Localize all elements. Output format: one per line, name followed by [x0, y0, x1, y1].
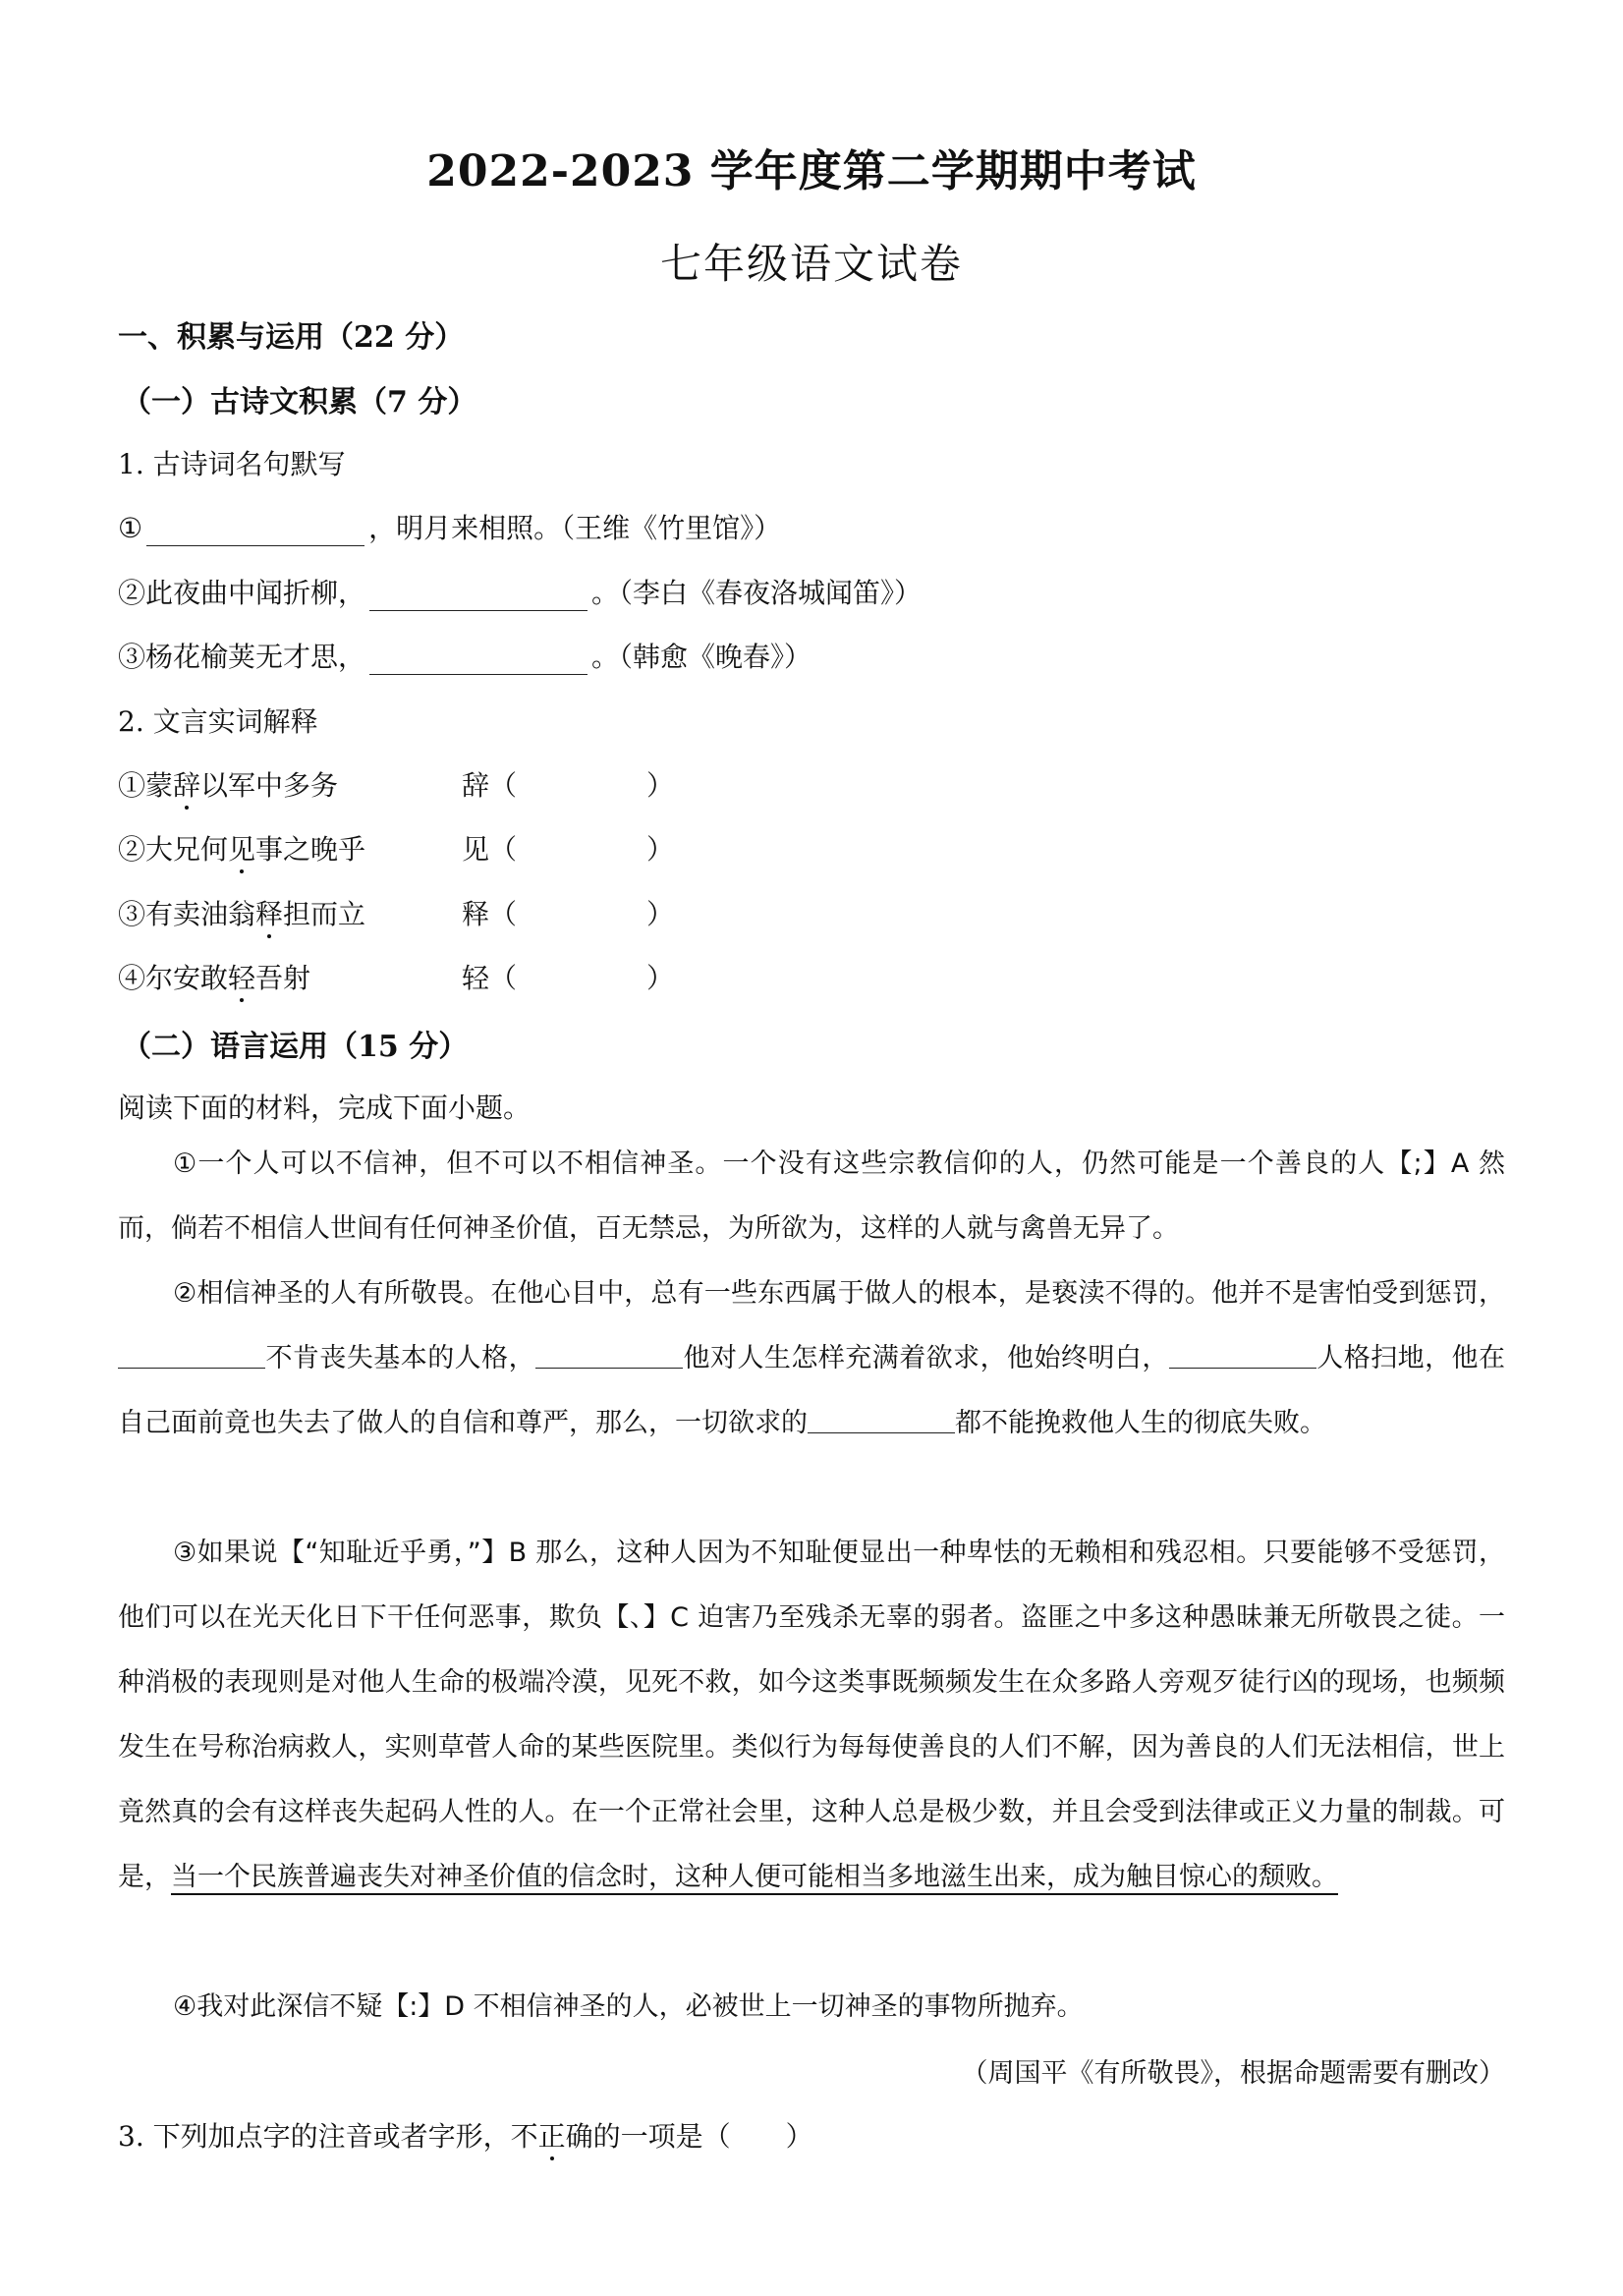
- item-text: 。（李白《春夜洛城闻笛》）: [591, 577, 923, 609]
- q3-question: 3. 下列加点字的注音或者字形，不正确的一项是（ ）: [118, 2120, 813, 2153]
- item-close-paren: ）: [646, 898, 675, 930]
- passage-paragraph-1: ①一个人可以不信神，但不可以不相信神圣。一个没有这些宗教信仰的人，仍然可能是一个善良的人【;】A 然而，倘若不相信人世间有任何神圣价值，百无禁忌，为所欲为，这样的人就与禽兽无异了。: [118, 1148, 1505, 1244]
- exam-subtitle: 七年级语文试卷: [659, 240, 963, 288]
- item-close-paren: ）: [646, 962, 675, 994]
- item-keyword: 轻（: [462, 962, 518, 994]
- q1-label: 1. 古诗词名句默写: [118, 448, 346, 480]
- emphasis-dots: 不正确: [510, 2120, 593, 2153]
- passage-blank[interactable]: [808, 1403, 955, 1433]
- item-sentence: ④尔安敢轻吾射: [118, 962, 311, 994]
- item-text: 。（韩愈《晚春》）: [591, 641, 812, 673]
- item-keyword: 见（: [462, 833, 518, 866]
- item-number: ②: [118, 577, 146, 609]
- q1-item-1: [118, 507, 781, 546]
- item-close-paren: ）: [646, 833, 675, 866]
- item-sentence: ③有卖油翁释担而立: [118, 898, 366, 930]
- reading-intro: 阅读下面的材料，完成下面小题。: [118, 1092, 532, 1124]
- section1-heading: 一、积累与运用（22 分）: [118, 320, 465, 355]
- item-number: ①: [118, 512, 143, 544]
- part2-heading: （二）语言运用（15 分）: [122, 1030, 469, 1064]
- q1-item-3: [118, 636, 812, 675]
- exam-title: 2022-2023 学年度第二学期期中考试: [426, 146, 1197, 196]
- item-close-paren: ）: [646, 769, 675, 802]
- q1-item-2: [118, 572, 922, 611]
- underlined-sentence: 当一个民族普遍丧失对神圣价值的信念时，这种人便可能相当多地滋生出来，成为触目惊心的颓败。: [171, 1862, 1338, 1892]
- passage-paragraph-3: ③如果说【“知耻近乎勇，”】B 那么，这种人因为不知耻便显出一种卑怯的无赖相和残忍相。只要能够不受惩罚，他们可以在光天化日下干任何恶事，欺负【、】C 迫害乃至残杀无辜的弱者。盗匪之中多这种愚昧兼无所敬畏之徒。一种消极的表现则是对他人生命的极端冷漠，见死不救，如今这类事既频频发生在众多路人旁观歹徒行凶的现场，也频频发生在号称治病救人，实则草菅人命的某些医院里。类似行为每每使善良的人们不解，因为善良的人们无法相信，世上竟然真的会有这样丧失起码人性的人。在一个正常社会里，这种人总是极少数，并且会受到法律或正义力量的制裁。可是，当一个民族普遍丧失对神圣价值的信念时，这种人便可能相当多地滋生出来，成为触目惊心的颓败。: [118, 1538, 1505, 1892]
- item-text: ，明月来相照。（王维《竹里馆》）: [368, 512, 782, 544]
- answer-blank[interactable]: [369, 581, 588, 611]
- item-text: 此夜曲中闻折柳，: [145, 577, 366, 609]
- item-number: ③: [118, 641, 146, 673]
- passage-paragraph-2: ②相信神圣的人有所敬畏。在他心目中，总有一些东西属于做人的根本，是亵渎不得的。他并不是害怕受到惩罚，不肯丧失基本的人格， 他对人生怎样充满着欲求，他始终明白， 人格扫地，他在自己面前竟也失去了做人的自信和尊严，那么，一切欲求的 都不能挽救他人生的彻底失败。: [118, 1278, 1506, 1438]
- item-sentence: ②大兄何见事之晚乎: [118, 833, 366, 866]
- item-keyword: 释（: [462, 898, 518, 930]
- passage-blank[interactable]: [1169, 1338, 1316, 1369]
- q2-label: 2. 文言实词解释: [118, 705, 318, 738]
- item-sentence: ①蒙辞以军中多务: [118, 769, 339, 802]
- passage-source: （周国平《有所敬畏》，根据命题需要有删改）: [961, 2058, 1505, 2089]
- passage-paragraph-4: ④我对此深信不疑【:】D 不相信神圣的人，必被世上一切神圣的事物所抛弃。: [173, 1991, 1084, 2022]
- passage-blank[interactable]: [535, 1338, 683, 1369]
- part1-heading: （一）古诗文积累（7 分）: [122, 385, 477, 420]
- answer-blank[interactable]: [369, 644, 588, 675]
- item-keyword: 辞（: [462, 769, 518, 802]
- answer-blank[interactable]: [146, 516, 364, 546]
- passage-blank[interactable]: [118, 1338, 265, 1369]
- item-text: 杨花榆荚无才思，: [145, 641, 366, 673]
